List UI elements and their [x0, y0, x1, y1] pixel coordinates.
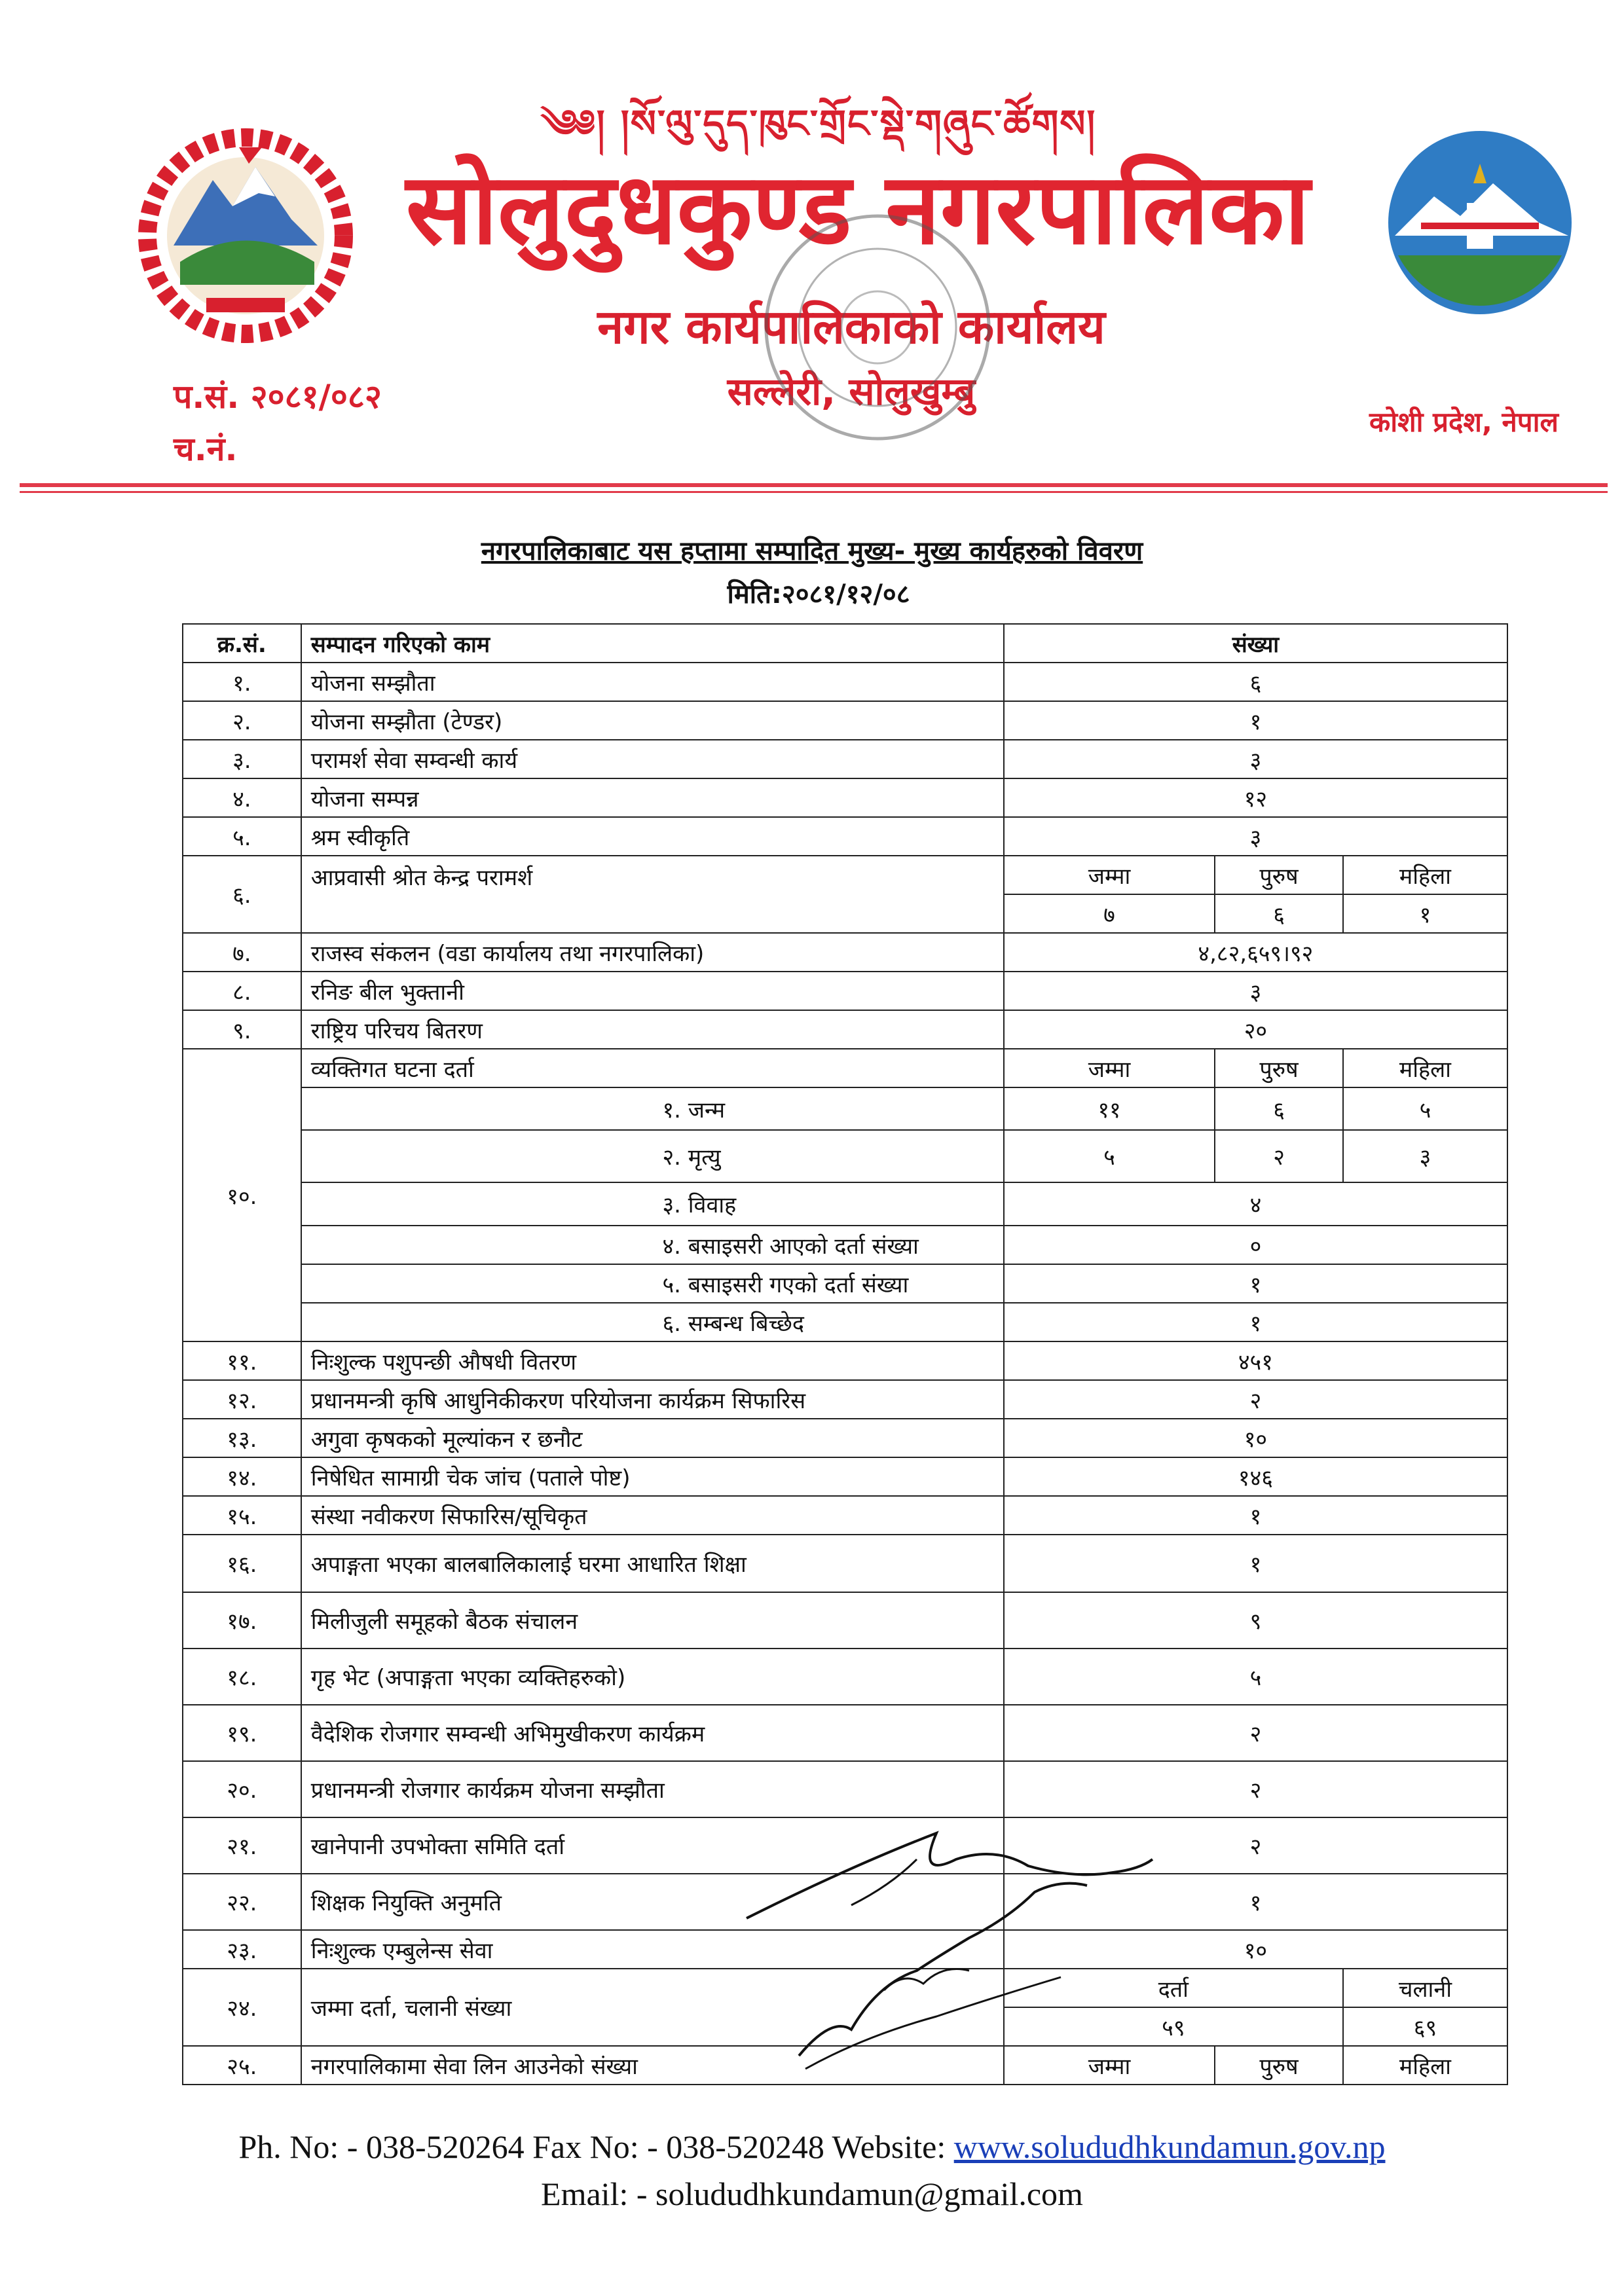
- subheader-female: महिला: [1343, 2046, 1507, 2085]
- table-header-row: [183, 624, 1507, 663]
- sub-row-spacer: [301, 1130, 654, 1182]
- handwritten-signature: [720, 1820, 1166, 2095]
- sub-row-spacer: [301, 1087, 654, 1130]
- row-count: ४,८२,६५९।९२: [1004, 933, 1507, 972]
- subheader-dispatched: चलानी: [1343, 1969, 1507, 2007]
- office-name: नगर कार्यपालिकाको कार्यालय: [597, 299, 1105, 354]
- table-row: [183, 1341, 1507, 1380]
- row-work: जम्मा दर्ता, चलानी संख्या: [301, 1969, 1004, 2046]
- header-rule-thin: [20, 491, 1608, 493]
- table-row: [183, 1649, 1507, 1705]
- row-sn: १३.: [183, 1419, 301, 1457]
- table-row: [183, 701, 1507, 740]
- row-sn: १०.: [183, 1049, 301, 1341]
- document-title: [327, 532, 1297, 568]
- row-count: ९: [1004, 1592, 1507, 1649]
- row-work: योजना सम्पन्न: [301, 778, 1004, 817]
- row-work: व्यक्तिगत घटना दर्ता: [301, 1049, 1004, 1087]
- value-total: ५: [1004, 1130, 1215, 1182]
- row-sn: १२.: [183, 1380, 301, 1419]
- table-row: [183, 1226, 1507, 1264]
- row-work: राष्ट्रिय परिचय बितरण: [301, 1010, 1004, 1049]
- row-work: योजना सम्झौता (टेण्डर): [301, 701, 1004, 740]
- table-row: [183, 1049, 1507, 1087]
- table-row: [183, 1457, 1507, 1496]
- row-work: वैदेशिक रोजगार सम्वन्धी अभिमुखीकरण कार्यक्रम: [301, 1705, 1004, 1761]
- row-count: ४५१: [1004, 1341, 1507, 1380]
- table-row: [183, 1535, 1507, 1592]
- table-row: [183, 1705, 1507, 1761]
- table-row: [183, 740, 1507, 778]
- row-sn: १.: [183, 663, 301, 701]
- sub-row-label: ५. बसाइसरी गएको दर्ता संख्या: [653, 1264, 1003, 1303]
- subheader-male: पुरुष: [1215, 1049, 1343, 1087]
- row-sn: १७.: [183, 1592, 301, 1649]
- row-sn: २१.: [183, 1817, 301, 1874]
- sub-row-label: ६. सम्बन्ध बिच्छेद: [653, 1303, 1003, 1341]
- row-sn: ११.: [183, 1341, 301, 1380]
- subheader-total: जम्मा: [1004, 2046, 1215, 2085]
- row-count: ४: [1004, 1182, 1507, 1226]
- table-row: [183, 972, 1507, 1010]
- table-row: [183, 1130, 1507, 1182]
- row-sn: २२.: [183, 1874, 301, 1930]
- row-sn: १८.: [183, 1649, 301, 1705]
- subheader-male: पुरुष: [1215, 856, 1343, 894]
- table-row: [183, 778, 1507, 817]
- row-sn: ३.: [183, 740, 301, 778]
- municipality-seal-stamp: [753, 203, 1002, 452]
- sub-row-label: २. मृत्यु: [653, 1130, 1003, 1182]
- row-work: राजस्व संकलन (वडा कार्यालय तथा नगरपालिका): [301, 933, 1004, 972]
- row-count: १४६: [1004, 1457, 1507, 1496]
- value-dispatched: ६९: [1343, 2007, 1507, 2046]
- row-sn: २३.: [183, 1930, 301, 1969]
- row-count: १: [1004, 1303, 1507, 1341]
- subheader-male: पुरुष: [1215, 2046, 1343, 2085]
- row-sn: १५.: [183, 1496, 301, 1535]
- footer-contact-line: [0, 2128, 1624, 2166]
- table-row: [183, 1419, 1507, 1457]
- row-work: योजना सम्झौता: [301, 663, 1004, 701]
- header-work: सम्पादन गरिएको काम: [301, 624, 1004, 663]
- subheader-female: महिला: [1343, 1049, 1507, 1087]
- sub-row-label: ४. बसाइसरी आएको दर्ता संख्या: [653, 1226, 1003, 1264]
- nepal-emblem-logo: [134, 121, 357, 344]
- subheader-registered: दर्ता: [1004, 1969, 1343, 2007]
- table-row: [183, 1380, 1507, 1419]
- row-sn: १९.: [183, 1705, 301, 1761]
- table-row: [183, 817, 1507, 856]
- row-count: १: [1004, 1535, 1507, 1592]
- province-name: कोशी प्रदेश, नेपाल: [1369, 406, 1559, 438]
- value-registered: ५९: [1004, 2007, 1343, 2046]
- row-sn: १४.: [183, 1457, 301, 1496]
- value-total: ११: [1004, 1087, 1215, 1130]
- row-work: परामर्श सेवा सम्वन्धी कार्य: [301, 740, 1004, 778]
- table-row: [183, 1303, 1507, 1341]
- row-count: २: [1004, 1761, 1507, 1817]
- table-row: [183, 856, 1507, 894]
- row-count: ३: [1004, 740, 1507, 778]
- tibetan-header-line: ༄༅། །སོ་ལུ་དུད་ཁུང་གྲོང་སྡེ་གཞུང་ཚོགས།: [540, 101, 1097, 146]
- row-count: १: [1004, 1264, 1507, 1303]
- sub-row-label: ३. विवाह: [653, 1182, 1003, 1226]
- municipality-name: सोलुदुधकुण्ड नगरपालिका: [405, 153, 1310, 266]
- row-count: १०: [1004, 1419, 1507, 1457]
- row-count: १: [1004, 1496, 1507, 1535]
- row-work: निःशुल्क एम्बुलेन्स सेवा: [301, 1930, 1004, 1969]
- sub-row-spacer: [301, 1264, 654, 1303]
- dispatch-number: च.नं.: [174, 430, 238, 468]
- subheader-female: महिला: [1343, 856, 1507, 894]
- row-work: निःशुल्क पशुपन्छी औषधी वितरण: [301, 1341, 1004, 1380]
- row-count: २: [1004, 1380, 1507, 1419]
- table-row: [183, 1264, 1507, 1303]
- value-female: ३: [1343, 1130, 1507, 1182]
- value-male: ६: [1215, 894, 1343, 933]
- row-sn: २५.: [183, 2046, 301, 2085]
- subheader-total: जम्मा: [1004, 1049, 1215, 1087]
- office-address: सल्लेरी, सोलुखुम्बु: [727, 369, 976, 414]
- value-male: ६: [1215, 1087, 1343, 1130]
- row-work: मिलीजुली समूहको बैठक संचालन: [301, 1592, 1004, 1649]
- document-title-text: नगरपालिकाबाट यस हप्तामा सम्पादित मुख्य- मुख्य कार्यहरुको विवरण: [481, 536, 1143, 566]
- footer-contact-text: Ph. No: - 038-520264 Fax No: - 038-520248 Website:: [238, 2128, 954, 2165]
- table-row: [183, 1182, 1507, 1226]
- row-work: अगुवा कृषकको मूल्यांकन र छनौट: [301, 1419, 1004, 1457]
- sub-row-spacer: [301, 1226, 654, 1264]
- row-work: संस्था नवीकरण सिफारिस/सूचिकृत: [301, 1496, 1004, 1535]
- table-row: [183, 933, 1507, 972]
- footer-email-line: Email: - solududhkundamun@gmail.com: [541, 2176, 1083, 2212]
- subheader-total: जम्मा: [1004, 856, 1215, 894]
- row-sn: ४.: [183, 778, 301, 817]
- row-work: अपाङ्गता भएका बालबालिकालाई घरमा आधारित शिक्षा: [301, 1535, 1004, 1592]
- reference-number: प.सं. २०८१/०८२: [174, 378, 382, 416]
- row-count: १: [1004, 701, 1507, 740]
- table-row: [183, 1010, 1507, 1049]
- row-work: निषेधित सामाग्री चेक जांच (पताले पोष्ट): [301, 1457, 1004, 1496]
- row-count: २: [1004, 1705, 1507, 1761]
- sub-row-spacer: [301, 1303, 654, 1341]
- row-sn: ६.: [183, 856, 301, 933]
- row-count: १२: [1004, 778, 1507, 817]
- row-sn: २.: [183, 701, 301, 740]
- value-total: ७: [1004, 894, 1215, 933]
- row-count: १०: [1004, 1930, 1507, 1969]
- table-row: [183, 1496, 1507, 1535]
- sub-row-spacer: [301, 1182, 654, 1226]
- row-sn: ८.: [183, 972, 301, 1010]
- value-female: ५: [1343, 1087, 1507, 1130]
- row-sn: ५.: [183, 817, 301, 856]
- row-count: ३: [1004, 972, 1507, 1010]
- row-work: रनिङ बील भुक्तानी: [301, 972, 1004, 1010]
- row-work: आप्रवासी श्रोत केन्द्र परामर्श: [301, 856, 1004, 933]
- value-male: २: [1215, 1130, 1343, 1182]
- header-count: संख्या: [1004, 624, 1507, 663]
- row-sn: १६.: [183, 1535, 301, 1592]
- table-row: [183, 1087, 1507, 1130]
- row-count: २०: [1004, 1010, 1507, 1049]
- municipality-stupa-logo: [1382, 124, 1578, 321]
- row-sn: ९.: [183, 1010, 301, 1049]
- row-work: नगरपालिकामा सेवा लिन आउनेको संख्या: [301, 2046, 1004, 2085]
- row-count: ६: [1004, 663, 1507, 701]
- table-row: [183, 663, 1507, 701]
- row-work: गृह भेट (अपाङ्गता भएका व्यक्तिहरुको): [301, 1649, 1004, 1705]
- header-rule: [20, 483, 1608, 487]
- row-sn: २०.: [183, 1761, 301, 1817]
- row-work: खानेपानी उपभोक्ता समिति दर्ता: [301, 1817, 1004, 1874]
- row-work: शिक्षक नियुक्ति अनुमति: [301, 1874, 1004, 1930]
- row-count: ५: [1004, 1649, 1507, 1705]
- document-date: मिति:२०८१/१२/०८: [727, 579, 910, 610]
- row-count: ०: [1004, 1226, 1507, 1264]
- table-row: [183, 1761, 1507, 1817]
- row-work: प्रधानमन्त्री कृषि आधुनिकीकरण परियोजना कार्यक्रम सिफारिस: [301, 1380, 1004, 1419]
- row-count: १: [1004, 1874, 1507, 1930]
- table-row: [183, 1592, 1507, 1649]
- website-link[interactable]: www.solududhkundamun.gov.np: [953, 2128, 1386, 2165]
- row-work: प्रधानमन्त्री रोजगार कार्यक्रम योजना सम्झौता: [301, 1761, 1004, 1817]
- header-sn: क्र.सं.: [183, 624, 301, 663]
- row-count: ३: [1004, 817, 1507, 856]
- sub-row-label: १. जन्म: [653, 1087, 1003, 1130]
- row-sn: २४.: [183, 1969, 301, 2046]
- row-count: २: [1004, 1817, 1507, 1874]
- row-work: श्रम स्वीकृति: [301, 817, 1004, 856]
- value-female: १: [1343, 894, 1507, 933]
- row-sn: ७.: [183, 933, 301, 972]
